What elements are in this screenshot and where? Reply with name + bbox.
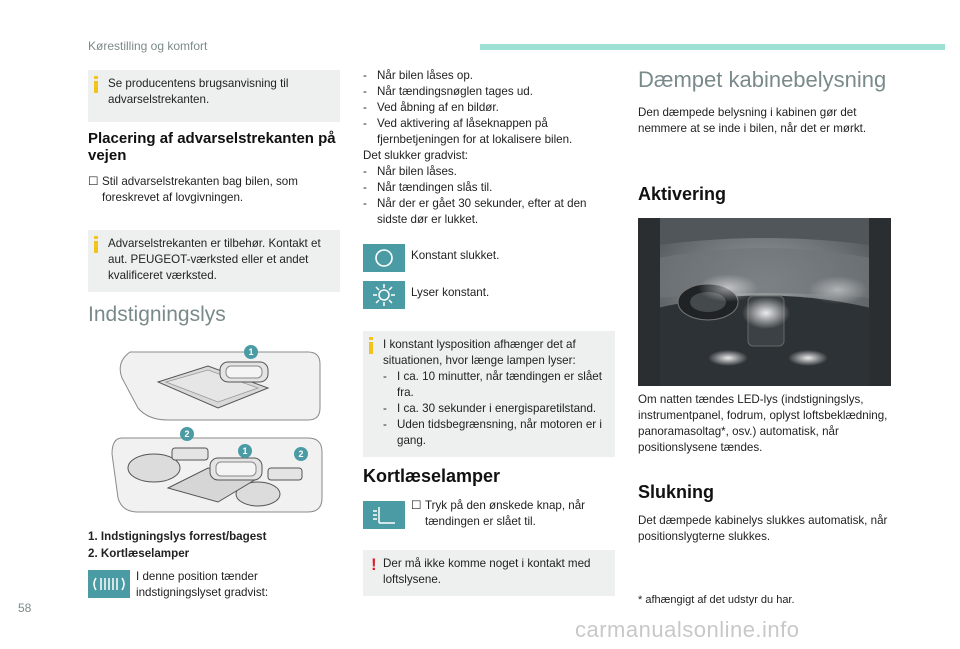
badge-2-right: 2 <box>294 447 308 461</box>
heading-kortlaeselamper: Kortlæselamper <box>363 466 501 486</box>
on-icon-box <box>363 281 405 309</box>
list-item: - Ved åbning af en bildør. <box>363 101 499 114</box>
legend-2: 2. Kortlæselamper <box>88 547 190 560</box>
slukker-intro: Det slukker gradvist: <box>363 149 469 162</box>
checkbox-bullet-icon: ☐ <box>88 175 99 188</box>
warning-note: ! Der må ikke komme noget i kontakt med loftslysene. <box>363 550 615 596</box>
legend-1: 1. Indstigningslys forrest/bagest <box>88 530 267 543</box>
lyser-konstant: Lyser konstant. <box>411 286 490 299</box>
footnote: * afhængigt af det udstyr du har. <box>638 594 795 606</box>
reading-lamp-icon-box <box>363 501 405 529</box>
info-icon <box>94 76 98 93</box>
section-header: Kørestilling og komfort <box>88 39 208 53</box>
header-bar <box>480 44 945 50</box>
gradvist-text: I denne position tænder indstigningslyset gradvist: <box>136 570 269 599</box>
gradual-light-icon <box>92 574 126 594</box>
info-icon <box>369 337 373 354</box>
list-item: - Når tændingen slås til. <box>363 181 493 194</box>
list-item: - I ca. 30 sekunder i energisparetilstand. <box>383 402 597 415</box>
aktivering-text: Om natten tændes LED-lys (indstigningslys, instrumentpanel, fodrum, oplyst loftsbeklædning, panoramasoltag*, osv.) automatisk, når positionslysene tændes. <box>638 393 888 454</box>
info-note-manual: Se producentens brugsanvisning til advarselstrekanten. <box>88 70 340 122</box>
warning-icon: ! <box>371 555 377 574</box>
heading-slukning: Slukning <box>638 482 714 502</box>
heading-aktivering: Aktivering <box>638 184 727 204</box>
car-interior-photo <box>638 218 891 386</box>
reading-lamp-icon <box>371 505 397 525</box>
gradual-light-icon-box <box>88 570 130 598</box>
list-item: - Når bilen låses op. <box>363 69 474 82</box>
bullet-stil: ☐ Stil advarselstrekanten bag bilen, som foreskrevet af lovgivningen. <box>88 175 298 204</box>
list-item: - I ca. 10 minutter, når tændingen er slået fra. <box>383 370 602 399</box>
page-number: 58 <box>18 601 32 615</box>
checkbox-bullet-icon: ☐ <box>411 499 422 512</box>
sun-icon <box>372 283 396 307</box>
list-item: - Ved aktivering af låseknappen på fjernbetjeningen for at lokalisere bilen. <box>363 117 573 146</box>
info-icon <box>94 236 98 253</box>
info-note-konstant: I konstant lysposition afhænger det af situationen, hvor længe lampen lyser: - I ca. 10 minutter, når tændingen er slået fra. - I ca. 30 sekunder i energisparetilstand. - Uden tidsbegrænsning, når motoren er i gang. <box>363 331 615 457</box>
daempet-text: Den dæmpede belysning i kabinen gør det nemmere at se inde i bilen, når det er mørkt. <box>638 106 867 135</box>
heading-placering: Placering af advarselstrekanten på vejen <box>88 130 336 164</box>
bullet-tryk: ☐ Tryk på den ønskede knap, når tændingen er slået til. <box>411 499 586 528</box>
list-item: - Når der er gået 30 sekunder, efter at den sidste dør er lukket. <box>363 197 587 226</box>
heading-daempet: Dæmpet kabinebelysning <box>638 67 887 92</box>
heading-indstigningslys: Indstigningslys <box>88 303 226 326</box>
list-item: - Uden tidsbegrænsning, når motoren er i gang. <box>383 418 602 447</box>
slukning-text: Det dæmpede kabinelys slukkes automatisk, når positionslygterne slukkes. <box>638 514 888 543</box>
badge-1-top: 1 <box>244 345 258 359</box>
konstant-slukket: Konstant slukket. <box>411 249 500 262</box>
watermark: carmanualsonline.info <box>575 617 800 642</box>
ceiling-lamp-illustration <box>108 338 330 518</box>
dash-list-on <box>363 68 613 228</box>
badge-1-bottom: 1 <box>238 444 252 458</box>
badge-2-left: 2 <box>180 427 194 441</box>
circle-off-icon <box>373 247 395 269</box>
list-item: - Når bilen låses. <box>363 165 457 178</box>
off-icon-box <box>363 244 405 272</box>
info-note-tilbehor: Advarselstrekanten er tilbehør. Kontakt et aut. PEUGEOT-værksted eller et andet kvalificeret værksted. <box>88 230 340 292</box>
list-item: - Når tændingsnøglen tages ud. <box>363 85 533 98</box>
